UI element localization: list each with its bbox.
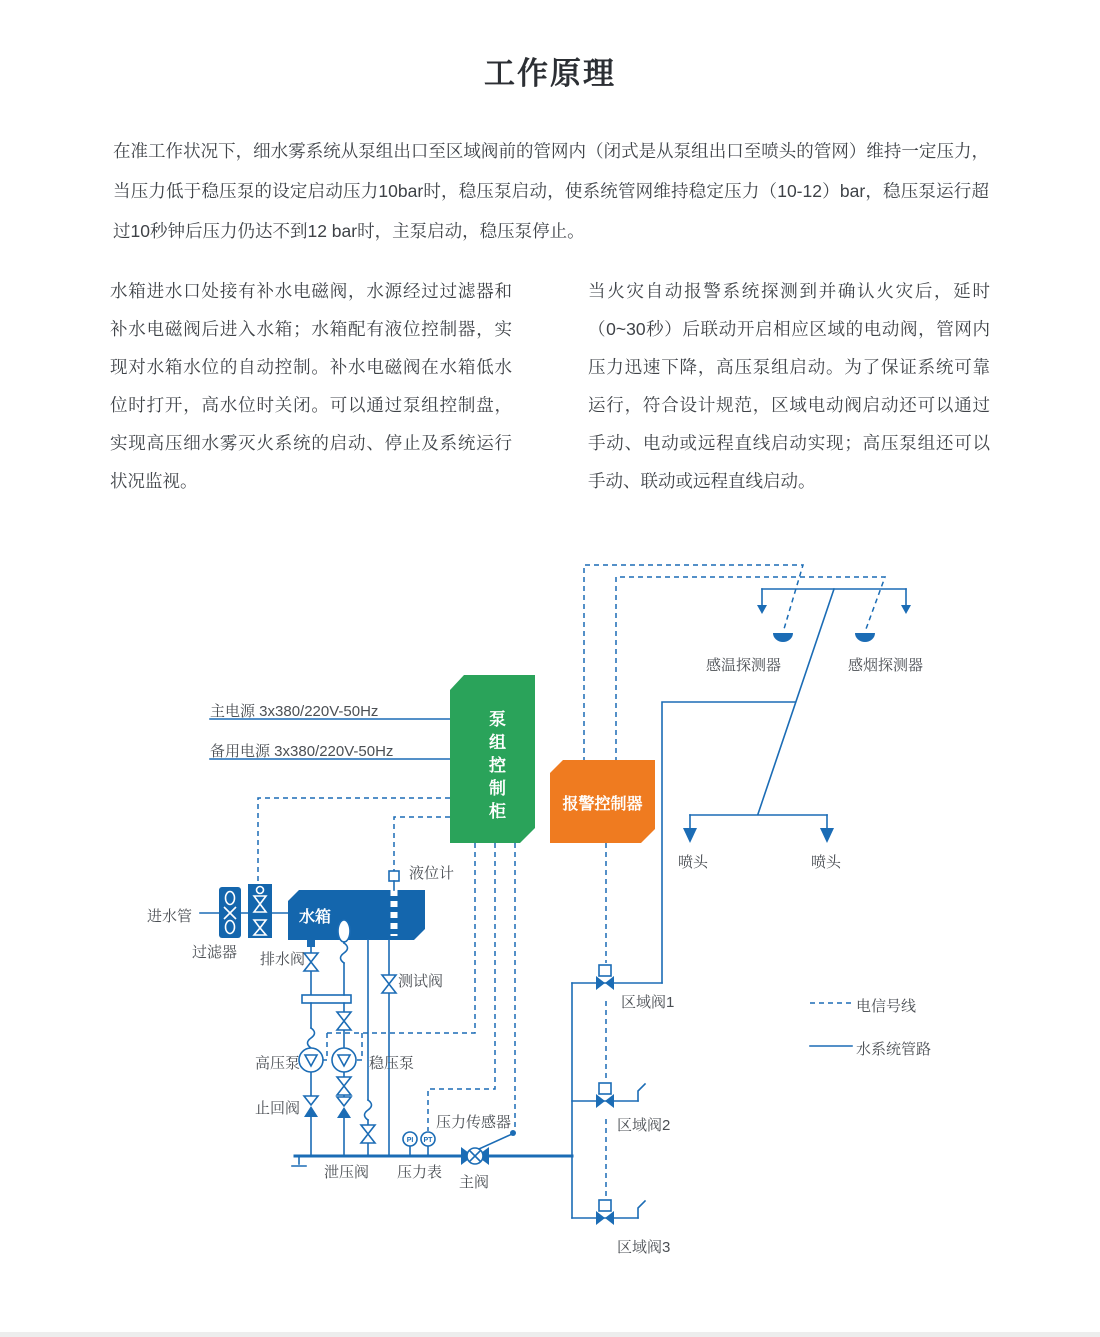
isolation-valve-lower bbox=[337, 1077, 351, 1095]
arrowhead bbox=[757, 605, 767, 614]
main-valve-symbol bbox=[461, 1130, 516, 1165]
flex-joint bbox=[308, 1028, 315, 1048]
inlet-pipe-label: 进水管 bbox=[147, 908, 193, 925]
level-gauge-label: 液位计 bbox=[409, 865, 455, 882]
legend-signal-label: 电信号线 bbox=[856, 998, 917, 1015]
legend bbox=[810, 1003, 852, 1046]
zone3-valve-right bbox=[605, 1211, 614, 1225]
hp-pump-symbol bbox=[299, 1048, 323, 1072]
alarm-controller-label: 报警控制器 bbox=[562, 796, 643, 813]
zone3-valve-left bbox=[596, 1211, 605, 1225]
nozzle-left-label: 喷头 bbox=[678, 854, 709, 871]
page-title: 工作原理 bbox=[484, 56, 616, 91]
pump-suction-piping bbox=[302, 920, 396, 1154]
stab-pump-label: 稳压泵 bbox=[369, 1055, 415, 1072]
zone-valve-3-label: 区域阀3 bbox=[617, 1239, 671, 1256]
manifold-drain-tick bbox=[292, 1158, 306, 1166]
check-valve-bottom bbox=[337, 1107, 351, 1118]
solenoid-body bbox=[248, 884, 272, 938]
gauge-pi-text: PI bbox=[406, 1137, 414, 1144]
zone3-actuator bbox=[599, 1200, 611, 1211]
water-tank-label: 水箱 bbox=[299, 909, 332, 926]
check-valve-bottom bbox=[304, 1106, 318, 1117]
zone1-valve-left bbox=[596, 976, 605, 990]
stab-pump-symbol bbox=[332, 1048, 356, 1072]
nozzle-arrowhead bbox=[683, 828, 697, 843]
main-valve-label: 主阀 bbox=[459, 1174, 490, 1191]
zone2-valve-right bbox=[605, 1094, 614, 1108]
zone1-riser-pipe bbox=[662, 702, 795, 983]
pump-cabinet-label: 泵组控制柜 bbox=[486, 710, 505, 825]
nozzle-right-label: 喷头 bbox=[811, 854, 842, 871]
paragraph-fire-alarm: 当火灾自动报警系统探测到并确认火灾后，延时（0~30秒）后联动开启相应区域的电动阀，管网内压力迅速下降，高压泵组启动。为了保证系统可靠运行，符合设计规范，区域电动阀启动还可以通过手动、电动或远程直线启动实现；高压泵组还可以手动、联动或远程直线启动。 bbox=[588, 281, 990, 491]
zone-valve-2-label: 区域阀2 bbox=[617, 1117, 671, 1134]
heat-detector-dome bbox=[773, 633, 793, 642]
relief-valve-symbol bbox=[361, 1125, 375, 1143]
gauge-pt-text: PT bbox=[423, 1137, 433, 1144]
zone2-valve-left bbox=[596, 1094, 605, 1108]
paragraph-water-tank: 水箱进水口处接有补水电磁阀，水源经过过滤器和补水电磁阀后进入水箱；水箱配有液位控制器，实现对水箱水位的自动控制。补水电磁阀在水箱低水位时打开，高水位时关闭。可以通过泵组控制盘，实现高压细水雾灭火系统的启动、停止及系统运行状况监视。 bbox=[110, 281, 512, 491]
test-valve-label: 测试阀 bbox=[398, 973, 444, 990]
zone2-pipe-break bbox=[638, 1084, 645, 1101]
check-valve-top bbox=[337, 1097, 351, 1106]
heat-detector-label: 感温探测器 bbox=[706, 657, 782, 674]
zone1-valve-right bbox=[605, 976, 614, 990]
level-gauge-head bbox=[389, 871, 399, 881]
relief-valve-label: 泄压阀 bbox=[324, 1164, 370, 1181]
test-valve-symbol bbox=[382, 975, 396, 993]
arrowhead bbox=[901, 605, 911, 614]
gauge-stems bbox=[410, 1146, 428, 1154]
intro-paragraph: 在准工作状况下，细水雾系统从泵组出口至区域阀前的管网内（闭式是从泵组出口至喷头的管网）维持一定压力，当压力低于稳压泵的设定启动压力10bar时，稳压泵启动，使系统管网维持稳定压力（10-12）bar，稳压泵运行超过10秒钟后压力仍达不到12 bar时，主泵启动，稳压泵停止。 bbox=[113, 141, 989, 241]
nozzle-arrowhead bbox=[820, 828, 834, 843]
filter-symbol bbox=[219, 887, 241, 938]
flex-joint bbox=[341, 943, 348, 963]
main-valve-actuator-arm bbox=[479, 1134, 512, 1149]
solenoid-valve-symbol bbox=[248, 884, 272, 938]
backup-power-label: 备用电源 3x380/220V-50Hz bbox=[210, 743, 394, 760]
filter-label: 过滤器 bbox=[192, 944, 238, 961]
suction-header-bar bbox=[302, 995, 351, 1003]
main-power-label: 主电源 3x380/220V-50Hz bbox=[210, 703, 379, 720]
hp-pump-line bbox=[299, 1003, 323, 1154]
check-valve-label: 止回阀 bbox=[255, 1100, 301, 1117]
stab-pump-line bbox=[332, 1003, 356, 1154]
zone1-actuator bbox=[599, 965, 611, 976]
zone2-actuator bbox=[599, 1083, 611, 1094]
tank-drain-tap bbox=[307, 940, 315, 947]
legend-water-label: 水系统管路 bbox=[856, 1041, 932, 1058]
pressure-sensor-label: 压力传感器 bbox=[436, 1114, 512, 1131]
suction-bell bbox=[338, 920, 350, 942]
smoke-detector-dome bbox=[855, 633, 875, 642]
zone-valve-1-label: 区域阀1 bbox=[621, 994, 675, 1011]
smoke-detector-label: 感烟探测器 bbox=[848, 657, 924, 674]
pressure-gauge-label: 压力表 bbox=[397, 1164, 443, 1181]
zone3-pipe-break bbox=[638, 1201, 645, 1218]
isolation-valve-upper bbox=[337, 1012, 351, 1030]
check-valve-top bbox=[304, 1096, 318, 1105]
hp-pump-label: 高压泵 bbox=[255, 1055, 301, 1072]
drain-valve-label: 排水阀 bbox=[260, 951, 306, 968]
flex-joint bbox=[365, 1100, 372, 1120]
relief-line bbox=[361, 1100, 375, 1154]
page-bottom-divider bbox=[0, 1332, 1100, 1337]
drain-valve-symbol bbox=[304, 953, 318, 971]
